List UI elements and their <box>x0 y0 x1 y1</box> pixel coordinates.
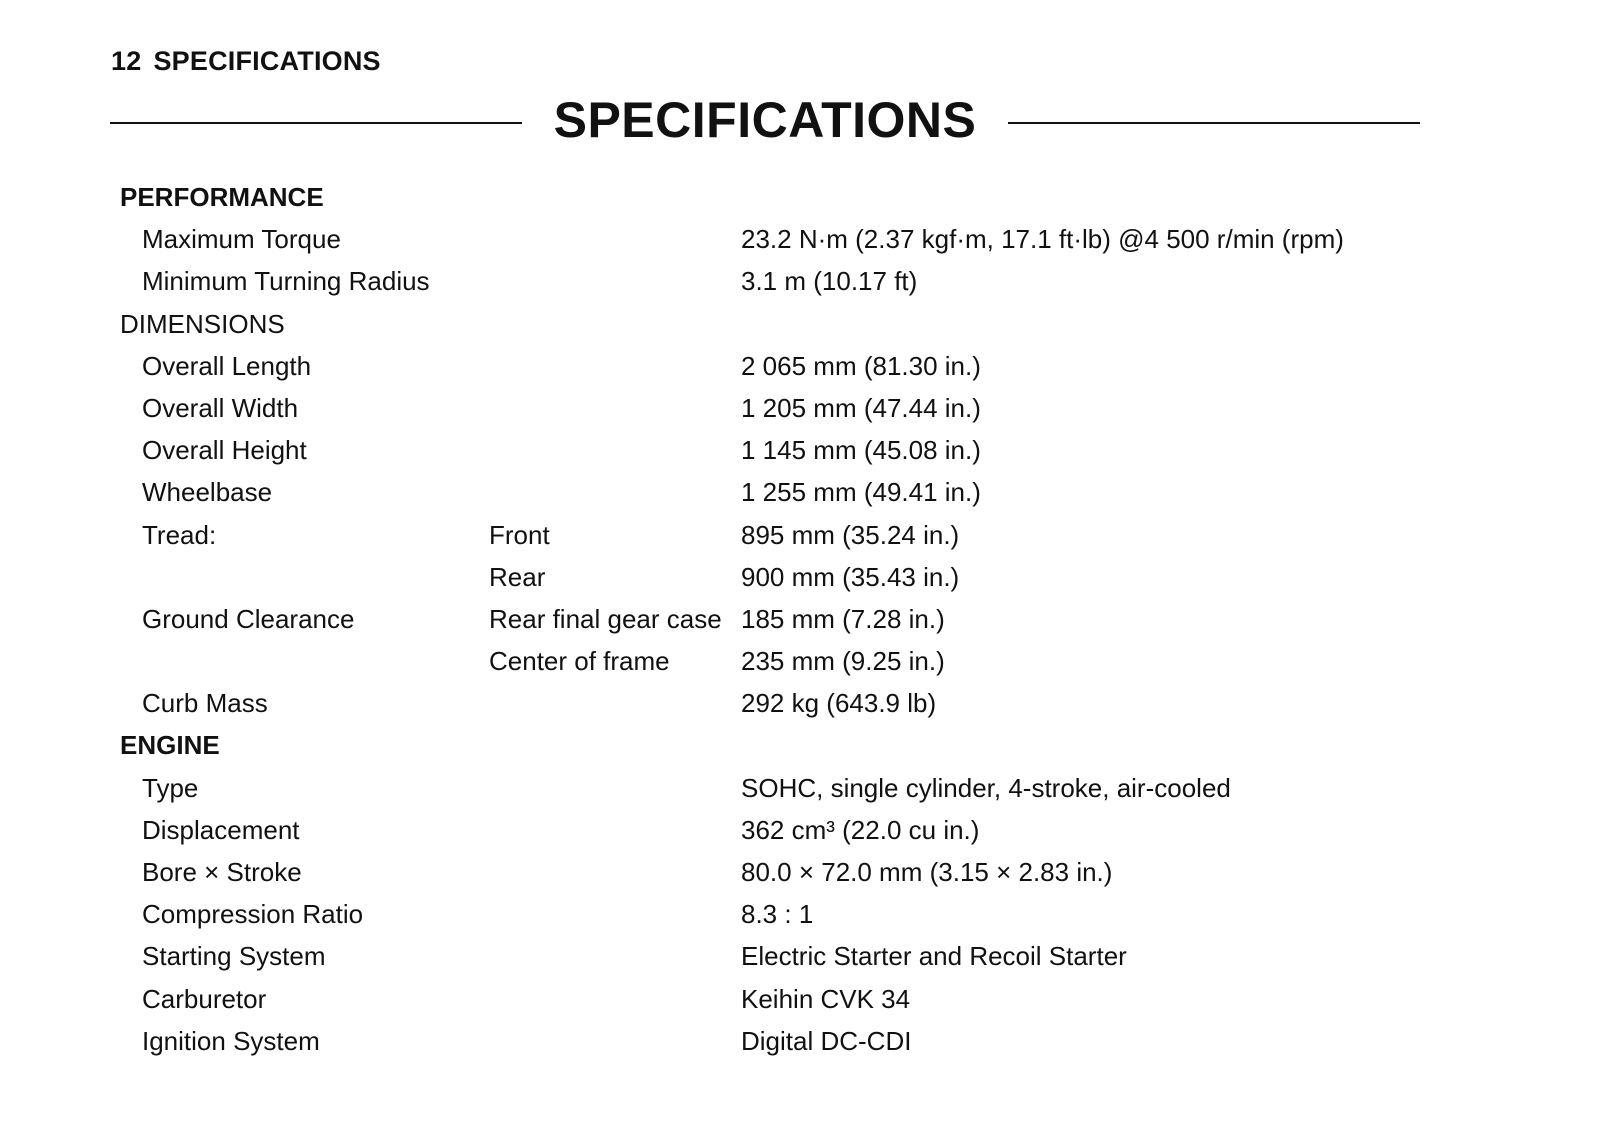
title-row <box>110 88 1420 152</box>
spec-label: Curb Mass <box>142 688 268 719</box>
spec-value: 80.0 × 72.0 mm (3.15 × 2.83 in.) <box>741 857 1113 887</box>
spec-row <box>0 1020 1600 1062</box>
spec-label: Displacement <box>142 814 300 845</box>
spec-row <box>0 598 1600 640</box>
spec-value: 1 145 mm (45.08 in.) <box>741 435 981 466</box>
spec-sublabel: Rear <box>489 561 546 592</box>
spec-value: 1 205 mm (47.44 in.) <box>741 392 981 423</box>
spec-sublabel: Front <box>489 519 550 550</box>
spec-label: Starting System <box>142 941 326 972</box>
spec-row <box>0 767 1600 809</box>
spec-label: Minimum Turning Radius <box>142 266 430 297</box>
spec-value: 235 mm (9.25 in.) <box>741 646 945 677</box>
spec-label: Wheelbase <box>142 477 273 508</box>
section-heading-engine <box>0 724 1600 766</box>
spec-value: Keihin CVK 34 <box>741 983 911 1014</box>
spec-value: SOHC, single cylinder, 4-stroke, air-cooled <box>741 772 1231 803</box>
spec-label: Maximum Torque <box>142 224 341 255</box>
spec-sublabel: Center of frame <box>489 646 670 677</box>
spec-row <box>0 682 1600 724</box>
spec-value: 2 065 mm (81.30 in.) <box>741 350 981 381</box>
spec-label: Compression Ratio <box>142 899 364 930</box>
page-number: 12 <box>111 46 142 76</box>
spec-label: Overall Width <box>142 392 299 423</box>
spec-value: 292 kg (643.9 lb) <box>741 688 937 719</box>
spec-row <box>0 809 1600 851</box>
section-heading-label: PERFORMANCE <box>120 182 324 212</box>
spec-value: 3.1 m (10.17 ft) <box>741 266 918 297</box>
spec-label: Tread: <box>142 519 217 550</box>
section-heading-label: DIMENSIONS <box>120 308 285 339</box>
spec-value: 8.3 : 1 <box>741 899 814 930</box>
spec-label: Type <box>142 772 199 803</box>
page-title: SPECIFICATIONS <box>553 92 977 148</box>
spec-row <box>0 260 1600 302</box>
spec-value: 362 cm³ (22.0 cu in.) <box>741 814 980 845</box>
spec-label: Overall Length <box>142 350 312 381</box>
spec-value: 900 mm (35.43 in.) <box>741 561 960 592</box>
spec-row <box>0 429 1600 471</box>
section-heading-performance <box>0 176 1600 218</box>
spec-value: 185 mm (7.28 in.) <box>741 603 945 634</box>
spec-value: 1 255 mm (49.41 in.) <box>741 477 981 508</box>
spec-row <box>0 387 1600 429</box>
spec-row <box>0 851 1600 893</box>
spec-row <box>0 556 1600 598</box>
spec-label: Carburetor <box>142 983 267 1014</box>
spec-label: Ignition System <box>142 1025 320 1056</box>
spec-row <box>0 978 1600 1020</box>
spec-value: Electric Starter and Recoil Starter <box>741 941 1127 972</box>
spec-label: Overall Height <box>142 435 307 466</box>
spec-list <box>0 176 1600 1062</box>
spec-value: 23.2 N·m (2.37 kgf·m, 17.1 ft·lb) @4 500 r/min (rpm) <box>741 224 1344 255</box>
spec-label: Bore × Stroke <box>142 857 302 887</box>
spec-row <box>0 218 1600 260</box>
spec-row <box>0 471 1600 513</box>
spec-row <box>0 345 1600 387</box>
spec-value: Digital DC-CDI <box>741 1025 912 1056</box>
spec-value: 895 mm (35.24 in.) <box>741 519 960 550</box>
title-rule-left <box>110 122 522 124</box>
spec-label: Ground Clearance <box>142 603 355 634</box>
spec-row <box>0 893 1600 935</box>
title-rule-right <box>1008 122 1420 124</box>
spec-sublabel: Rear final gear case <box>489 603 722 634</box>
spec-row <box>0 640 1600 682</box>
header-section-name: SPECIFICATIONS <box>153 46 381 76</box>
spec-row <box>0 935 1600 977</box>
section-heading-label: ENGINE <box>120 730 220 761</box>
section-heading-dimensions <box>0 303 1600 345</box>
spec-row <box>0 514 1600 556</box>
page-header <box>111 46 381 77</box>
